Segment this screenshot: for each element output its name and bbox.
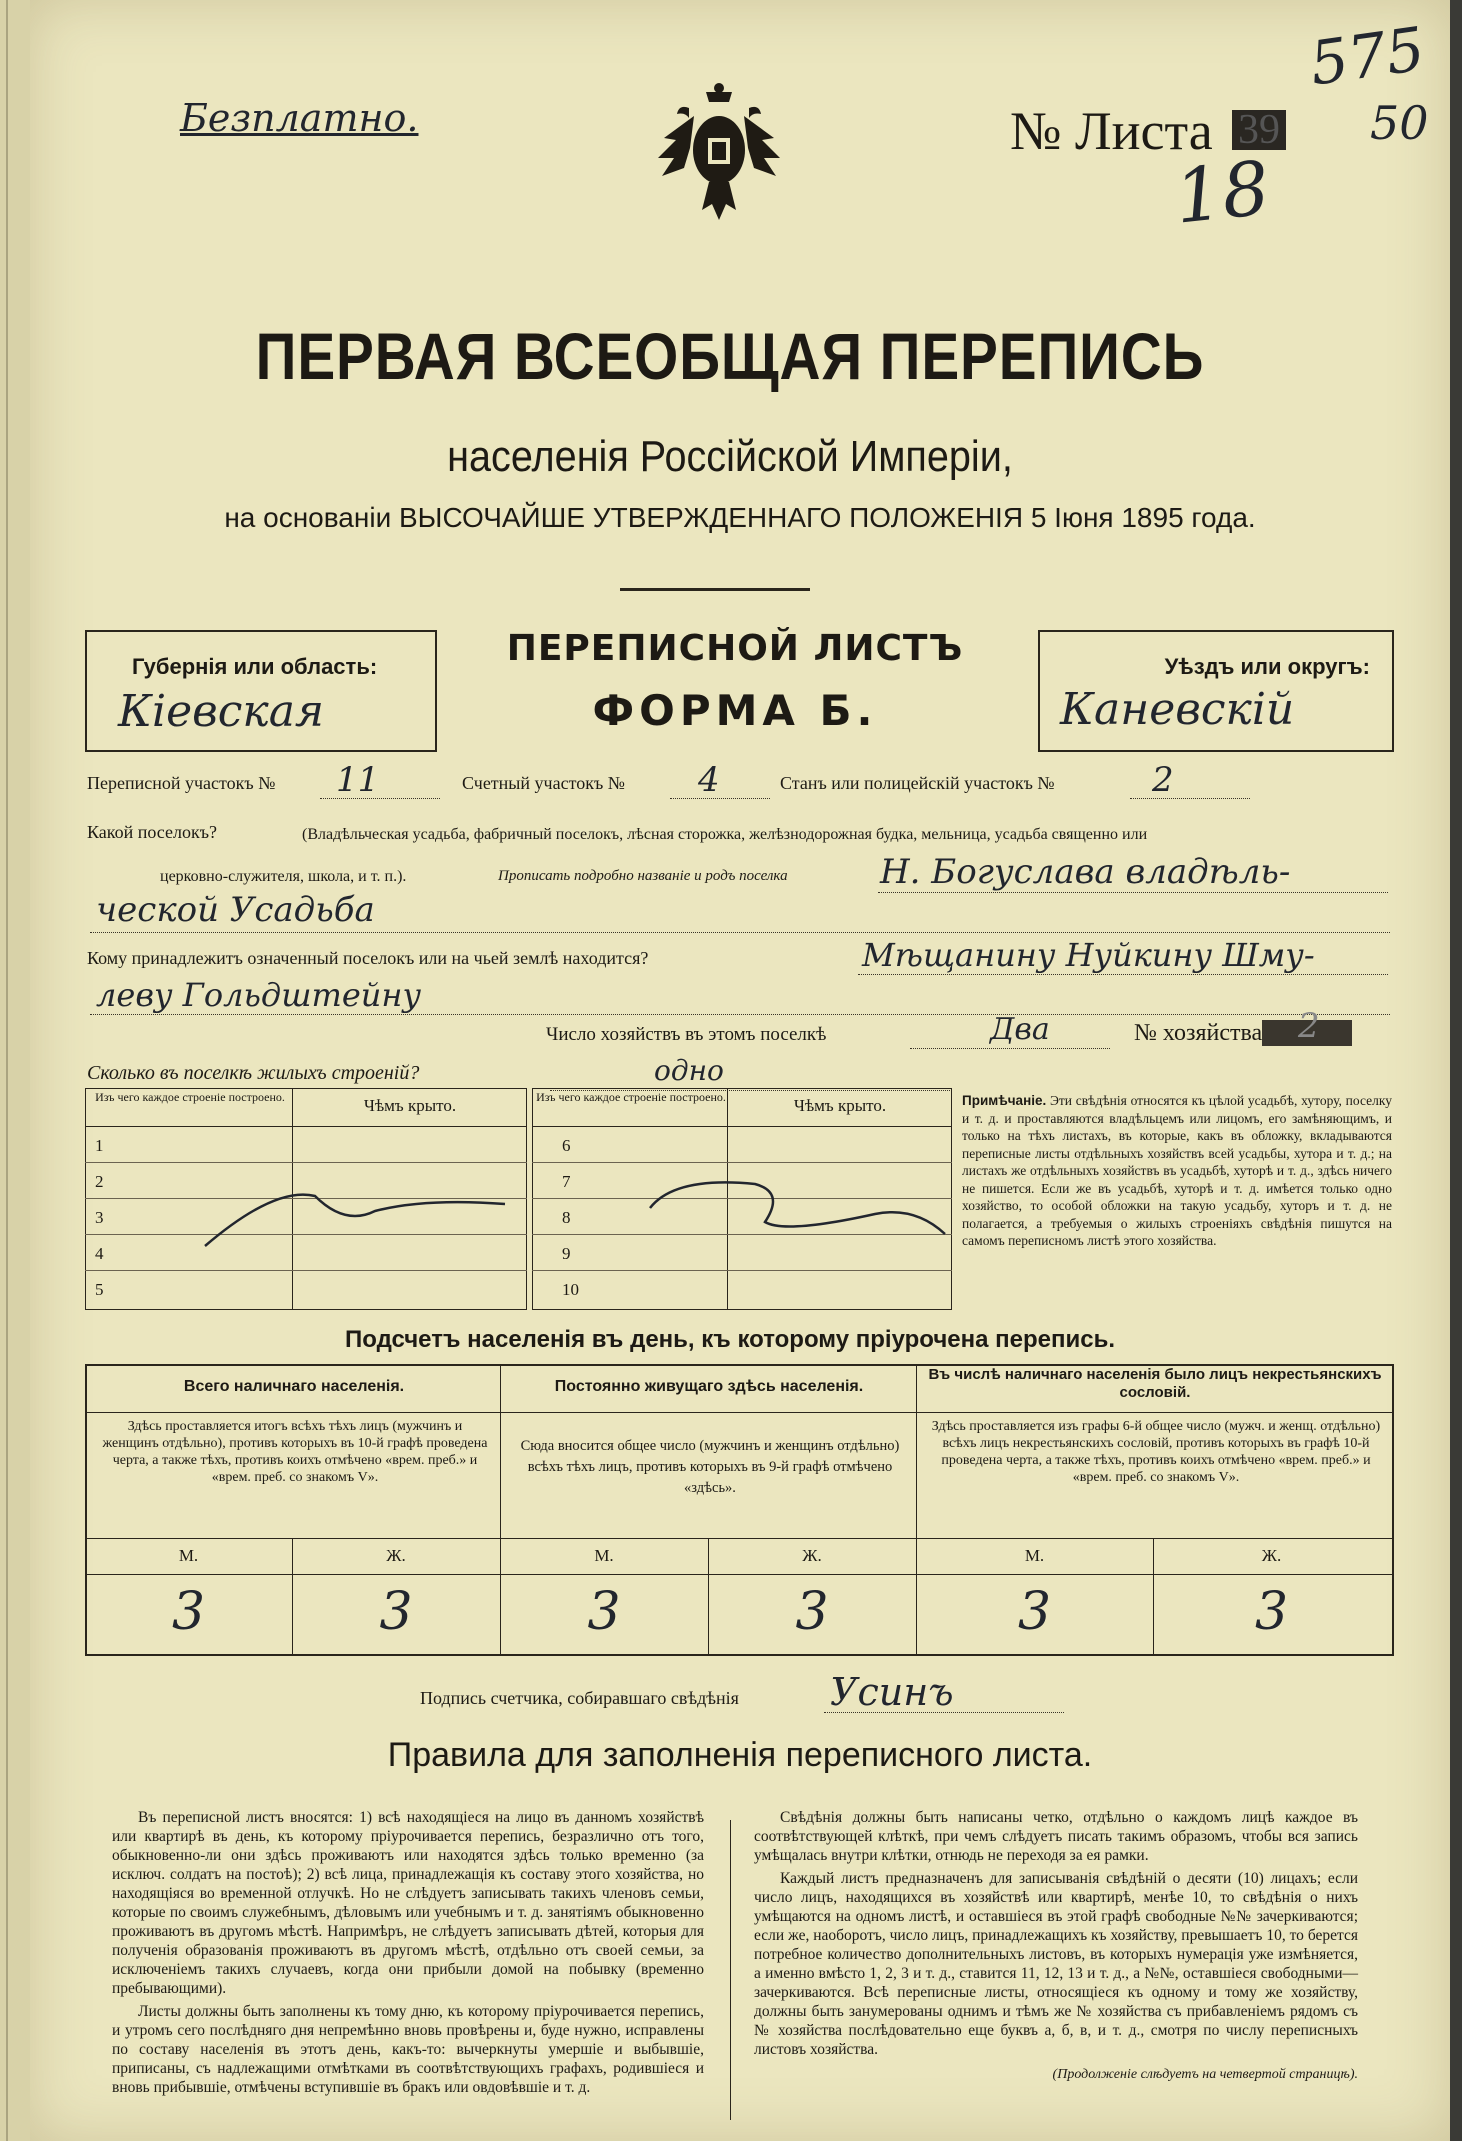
settlement-hint-2: церковно-служителя, школа, и т. п.). bbox=[160, 868, 407, 885]
population-col1-desc: Здѣсь проставляется итогъ всѣхъ тѣхъ лицъ (мужчинъ и женщинъ отдѣльно), противъ которыхъ въ 10-й графѣ проведена черта, а также тѣхъ, противъ коихъ отмѣчено «врем. преб.» и «врем. преб. со знакомъ V». bbox=[102, 1419, 488, 1485]
rules-divider bbox=[730, 1820, 731, 2120]
households-value: Два bbox=[990, 1012, 1050, 1047]
table-row: 8 bbox=[532, 1198, 952, 1235]
table-row: 4 bbox=[85, 1234, 527, 1271]
settlement-question: Какой поселокъ? bbox=[87, 822, 218, 842]
page-left-edge bbox=[0, 0, 30, 2141]
buildings-left-col-roof: Чѣмъ крыто. bbox=[363, 1096, 457, 1115]
owner-value-1: Мѣщанину Нуйкину Шму- bbox=[862, 936, 1315, 974]
households-line bbox=[910, 1048, 1110, 1049]
settlement-hint-3: Прописать подробно названіе и родъ поселка bbox=[498, 868, 788, 884]
population-col3-male-label: М. bbox=[1024, 1546, 1045, 1565]
rules-left-column bbox=[112, 1808, 704, 2097]
table-row: 6 bbox=[532, 1126, 952, 1163]
buildings-question: Сколько въ поселкѣ жилыхъ строеній? bbox=[87, 1062, 420, 1084]
owner-value-2: леву Гольдштейну bbox=[96, 976, 422, 1014]
title-rule bbox=[620, 588, 810, 591]
population-col2-male-value: 3 bbox=[587, 1582, 621, 1642]
uezd-label: Уѣздъ или округъ: bbox=[1164, 654, 1370, 679]
settlement-line-2 bbox=[90, 932, 1390, 933]
rules-right-column bbox=[754, 1808, 1358, 2084]
rules-right-p1: Свѣдѣнія должны быть написаны четко, отдѣльно о каждомъ лицѣ каждое въ соотвѣтствующей клѣткѣ, при чемъ слѣдуетъ писать такимъ образомъ, чтобы вся запись умѣщалась внутри клѣтки, отнюдь не переходя за ея рамки. bbox=[754, 1809, 1358, 1864]
population-desc-rule bbox=[85, 1538, 1392, 1539]
form-name: ФОРМА Б. bbox=[592, 686, 878, 735]
household-number-label: № хозяйства bbox=[1134, 1020, 1263, 1046]
settlement-line-1 bbox=[878, 892, 1388, 893]
archive-page-subnumber: 50 bbox=[1370, 96, 1429, 150]
population-col1-title: Всего наличнаго населенія. bbox=[183, 1378, 405, 1395]
gubernia-value: Кіевская bbox=[118, 686, 325, 737]
households-label: Число хозяйствъ въ этомъ поселкѣ bbox=[546, 1024, 827, 1045]
sheet-number-handwritten: 18 bbox=[1170, 145, 1274, 241]
rules-continuation: (Продолженіе слѣдуетъ на четвертой страницѣ). bbox=[1052, 2067, 1358, 2082]
population-col1-male-value: 3 bbox=[171, 1582, 206, 1642]
signature-value: Усинъ bbox=[830, 1670, 954, 1714]
population-col1-female-label: Ж. bbox=[386, 1546, 406, 1565]
household-number-value: 2 bbox=[1298, 1006, 1320, 1046]
population-col1-female-value: 3 bbox=[379, 1582, 413, 1642]
table-row: 7 bbox=[532, 1162, 952, 1199]
buildings-left-col-built: Изъ чего каждое строеніе построено. bbox=[95, 1090, 285, 1104]
rules-right-p2: Каждый листъ предназначенъ для записыванія свѣдѣній о десяти (10) лицахъ; если число лицъ, находящихся въ хозяйствѣ или квартирѣ, менѣе 10, то свѣдѣнія о нихъ умѣщаются на одномъ листѣ, и оставшіеся въ этой графѣ свободные №№ зачеркиваются; если же, наоборотъ, число лицъ, принадлежащихъ къ хозяйству, превышаетъ 10, то берется потребное количество дополнительныхъ листовъ, въ которыхъ нумерація уже измѣняется, а именно вмѣсто 1, 2, 3 и т. д., ставится 11, 12, 13 и т. д., а №№, оставшіеся свободными—зачеркиваются. Всѣ переписные листы, относящіеся къ одному и тому же хозяйству, должны быть занумерованы однимъ и тѣмъ же № хозяйства съ прибавленіемъ рядомъ съ № хозяйства послѣдовательно еще буквъ а, б, в, и т. д., смотря по числу переписныхъ листовъ хозяйства. bbox=[754, 1870, 1358, 2058]
table-row: 5 bbox=[95, 1280, 104, 1299]
owner-question: Кому принадлежитъ означенный поселокъ или на чьей землѣ находится? bbox=[87, 948, 649, 968]
rules-left-p2: Листы должны быть заполнены къ тому дню, къ которому пріурочивается перепись, и утромъ сего послѣдняго дня непремѣнно вновь провѣрены и, буде нужно, исправлены по составу населенія въ этотъ день, какъ-то: вычеркнуты умершіе и выбывшіе, приписаны, съ надлежащими отмѣтками въ соотвѣтствующихъ графахъ, родившіеся и вновь прибывшіе, отмѣчены вступившіе въ бракъ или овдовѣвшіе и т. д. bbox=[112, 2003, 704, 2096]
table-row: 2 bbox=[85, 1162, 527, 1199]
sheet-number-label: № Листа bbox=[1010, 101, 1213, 161]
population-col3-title: Въ числѣ наличнаго населенія было лицъ некрестьянскихъ сословій. bbox=[928, 1366, 1382, 1401]
population-mf-rule bbox=[85, 1574, 1392, 1575]
population-title-rule bbox=[85, 1412, 1392, 1413]
table-row: 10 bbox=[562, 1280, 579, 1299]
imperial-eagle-emblem bbox=[654, 78, 784, 228]
sheet-number-struck: 39 bbox=[1232, 110, 1286, 150]
table-row: 9 bbox=[532, 1234, 952, 1271]
buildings-right-col-built: Изъ чего каждое строеніе построено. bbox=[536, 1090, 726, 1104]
main-title: ПЕРВАЯ ВСЕОБЩАЯ ПЕРЕПИСЬ bbox=[255, 319, 1205, 393]
census-area-label: Переписной участокъ № bbox=[87, 773, 276, 793]
stan-value: 2 bbox=[1152, 760, 1174, 800]
settlement-value-2: ческой Усадьба bbox=[96, 890, 375, 930]
count-area-label: Счетный участокъ № bbox=[462, 773, 625, 793]
signature-label: Подпись счетчика, собиравшаго свѣдѣнія bbox=[420, 1688, 739, 1708]
population-heading: Подсчетъ населенія въ день, къ которому пріурочена перепись. bbox=[345, 1326, 1115, 1353]
subtitle: населенія Россійской Имперіи, bbox=[447, 432, 1013, 481]
census-area-line bbox=[320, 798, 440, 799]
signature-line bbox=[824, 1712, 1064, 1713]
stan-line bbox=[1130, 798, 1250, 799]
sheet-title: ПЕРЕПИСНОЙ ЛИСТЪ bbox=[506, 628, 964, 669]
stan-label: Станъ или полицейскій участокъ № bbox=[780, 773, 1055, 793]
population-col2-desc: Сюда вносится общее число (мужчинъ и женщинъ отдѣльно) всѣхъ тѣхъ лицъ, противъ которыхъ въ 9-й графѣ отмѣчено «здѣсь». bbox=[520, 1438, 900, 1496]
settlement-value-1: Н. Богуслава владѣль- bbox=[880, 852, 1291, 892]
count-area-value: 4 bbox=[698, 760, 720, 800]
table-row: 1 bbox=[85, 1126, 527, 1163]
rules-heading: Правила для заполненія переписного листа. bbox=[387, 1736, 1093, 1774]
population-col2-female-value: 3 bbox=[795, 1582, 829, 1642]
uezd-value: Каневскій bbox=[1060, 684, 1295, 735]
owner-line-1 bbox=[858, 974, 1388, 975]
archive-page-number: 575 bbox=[1305, 14, 1429, 100]
population-col2-female-label: Ж. bbox=[802, 1546, 822, 1565]
owner-line-2 bbox=[90, 1014, 1390, 1015]
population-col1-male-label: М. bbox=[178, 1546, 199, 1565]
rules-left-p1: Въ переписной листъ вносятся: 1) всѣ находящіеся на лицо въ данномъ хозяйствѣ или квартирѣ въ день, къ которому пріурочивается перепись, безразлично отъ того, обыкновенно-ли они здѣсь проживаютъ или находятся здѣсь только временно (за исключ. солдатъ на постоѣ); 2) всѣ лица, принадлежащія къ составу этого хозяйства, но находящіяся во временной отлучкѣ. Но не слѣдуетъ записывать такихъ членовъ семьи, которые по своимъ служебнымъ, дѣловымъ или учебнымъ и т. д. занятіямъ обыкновенно проживаютъ въ другомъ мѣстѣ. Напримѣръ, не слѣдуетъ записывать дѣтей, которыя для полученія образованія проживаютъ въ другомъ мѣстѣ, отдѣльно отъ своей семьи, за исключеніемъ такихъ случаевъ, когда они прибыли домой на побывку (временно пребывающими). bbox=[112, 1809, 704, 1997]
settlement-hint-1: (Владѣльческая усадьба, фабричный поселокъ, лѣсная сторожка, желѣзнодорожная будка, мельница, усадьба священно или bbox=[302, 826, 1148, 843]
count-area-line bbox=[670, 798, 770, 799]
buildings-right-col-roof: Чѣмъ крыто. bbox=[793, 1096, 887, 1115]
census-area-value: 11 bbox=[336, 760, 380, 800]
population-col3-male-value: 3 bbox=[1017, 1582, 1052, 1642]
population-col2-male-label: М. bbox=[594, 1546, 614, 1565]
note-title: Примѣчаніе. bbox=[962, 1093, 1047, 1108]
gubernia-label: Губернія или область: bbox=[132, 654, 378, 679]
population-col2-title: Постоянно живущаго здѣсь населенія. bbox=[554, 1378, 864, 1395]
table-row: 3 bbox=[85, 1198, 527, 1235]
population-col3-female-label: Ж. bbox=[1261, 1546, 1282, 1565]
free-label: Безплатно. bbox=[180, 96, 419, 140]
basis-line: на основаніи ВЫСОЧАЙШЕ УТВЕРЖДЕННАГО ПОЛОЖЕНІЯ 5 Іюня 1895 года. bbox=[224, 502, 1256, 533]
population-col3-desc: Здѣсь проставляется изъ графы 6-й общее число (мужч. и женщ. отдѣльно) всѣхъ лицъ некрестьянскихъ сословій, противъ которыхъ въ графѣ 10-й проведена черта, а также тѣхъ, противъ коихъ отмѣчено «врем. преб.» и «врем. преб. со знакомъ V». bbox=[931, 1419, 1381, 1485]
buildings-value: одно bbox=[654, 1054, 724, 1087]
cancel-strokes bbox=[85, 1126, 955, 1308]
population-col3-female-value: 3 bbox=[1254, 1582, 1289, 1642]
note bbox=[962, 1092, 1392, 1250]
census-form-page bbox=[30, 0, 1450, 2141]
note-text: Эти свѣдѣнія относятся къ цѣлой усадьбѣ, хутору, поселку и т. д. и проставляются владѣльцемъ или лицомъ, его замѣняющимъ, и только на тѣхъ листахъ, въ которые, какъ въ обложку, вкладываются переписные листы отдѣльныхъ хозяйствъ всей усадьбы, хутора и т. д.; на листахъ же отдѣльныхъ хозяйствъ въ усадьбѣ, хуторѣ и т. д., здѣсь ничего не пишется. Если же въ усадьбѣ, хуторѣ и т. д. имѣется только одно хозяйство, то особой обложки на такую усадьбу, хуторъ и т. д. не полагается, а требуемыя о жилыхъ строеніяхъ свѣдѣнія пишутся на самомъ переписномъ листѣ этого хозяйства. bbox=[962, 1093, 1392, 1248]
